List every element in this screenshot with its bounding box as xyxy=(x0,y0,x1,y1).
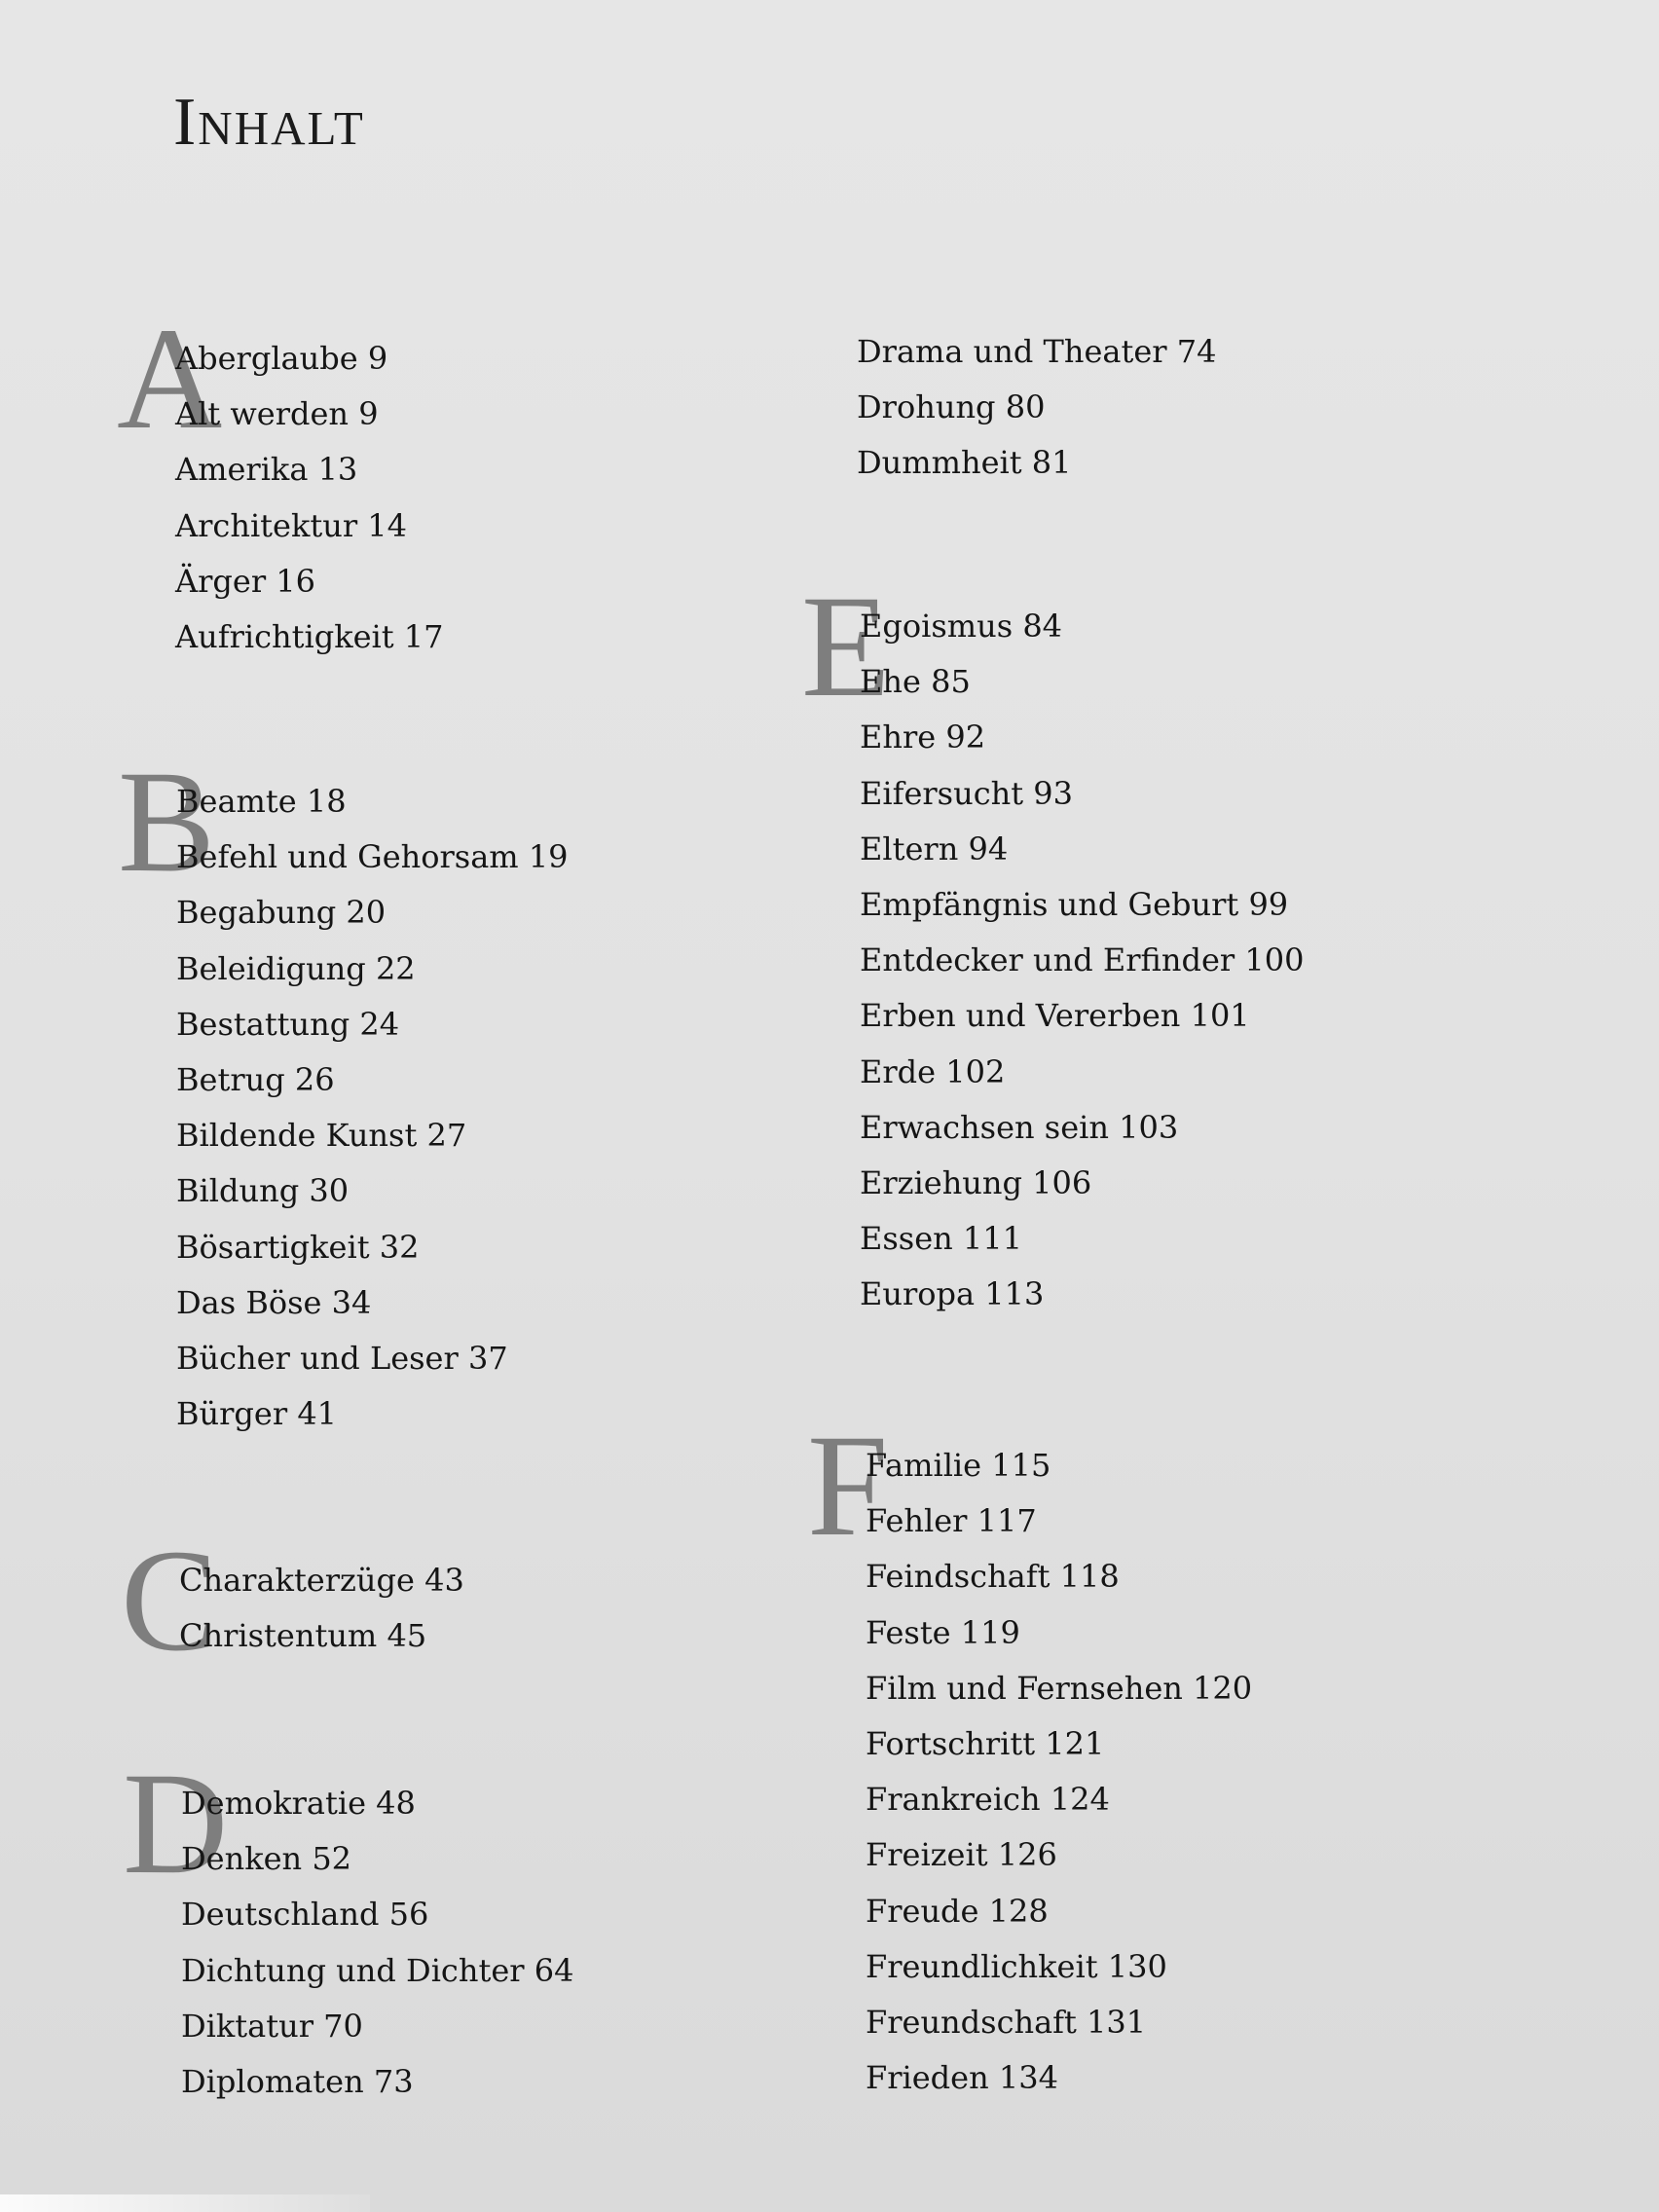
index-entry: Europa 113 xyxy=(860,1275,1045,1313)
section-c xyxy=(121,1520,464,1681)
index-entry: Bürger 41 xyxy=(176,1395,338,1433)
index-entry: Beamte 18 xyxy=(176,783,347,820)
index-entry: Christentum 45 xyxy=(179,1617,427,1655)
index-entry: Freude 128 xyxy=(866,1892,1049,1930)
section-d-continued-entries xyxy=(857,324,1216,492)
index-entry: Bücher und Leser 37 xyxy=(176,1340,508,1378)
page-edge-glare xyxy=(0,2194,370,2212)
section-e xyxy=(801,566,1305,1323)
index-entry: Amerika 13 xyxy=(175,451,358,489)
index-entry: Demokratie 48 xyxy=(181,1785,416,1822)
section-e-initial: E xyxy=(801,566,891,727)
section-f xyxy=(807,1405,1253,2106)
page-title: Inhalt xyxy=(173,85,365,160)
index-entry: Dummheit 81 xyxy=(857,444,1072,482)
index-entry: Deutschland 56 xyxy=(181,1896,429,1934)
index-entry: Empfängnis und Geburt 99 xyxy=(860,886,1289,924)
index-entry: Dichtung und Dichter 64 xyxy=(181,1951,574,1989)
index-entry: Bildung 30 xyxy=(176,1172,350,1210)
index-entry: Erde 102 xyxy=(860,1052,1006,1090)
index-entry: Denken 52 xyxy=(181,1840,352,1878)
section-d xyxy=(123,1743,574,2110)
section-c-entries xyxy=(179,1553,464,1664)
index-entry: Ehe 85 xyxy=(860,663,971,701)
index-entry: Essen 111 xyxy=(860,1220,1022,1258)
index-entry: Eltern 94 xyxy=(860,830,1009,867)
index-entry: Fehler 117 xyxy=(866,1502,1037,1540)
section-d-initial: D xyxy=(123,1743,229,1904)
index-entry: Bildende Kunst 27 xyxy=(176,1117,467,1155)
section-b xyxy=(118,741,569,1442)
section-c-initial: C xyxy=(121,1520,219,1681)
index-entry: Frieden 134 xyxy=(866,2059,1058,2097)
section-d-entries xyxy=(181,1776,573,2110)
index-entry: Aufrichtigkeit 17 xyxy=(175,618,444,656)
index-entry: Feste 119 xyxy=(866,1613,1020,1651)
index-entry: Alt werden 9 xyxy=(175,395,379,433)
section-f-entries xyxy=(866,1438,1252,2106)
index-entry: Egoismus 84 xyxy=(860,608,1063,645)
index-entry: Ehre 92 xyxy=(860,719,986,756)
index-entry: Feindschaft 118 xyxy=(866,1558,1120,1596)
index-entry: Drohung 80 xyxy=(857,388,1046,426)
section-a-initial: A xyxy=(117,298,223,460)
index-entry: Beleidigung 22 xyxy=(176,949,416,987)
index-entry: Drama und Theater 74 xyxy=(857,333,1217,370)
index-entry: Das Böse 34 xyxy=(176,1283,372,1321)
index-entry: Film und Fernsehen 120 xyxy=(866,1669,1253,1707)
index-entry: Diktatur 70 xyxy=(181,2007,363,2045)
index-entry: Diplomaten 73 xyxy=(181,2063,414,2101)
index-entry: Erziehung 106 xyxy=(860,1164,1092,1202)
index-entry: Erben und Vererben 101 xyxy=(860,997,1250,1035)
index-entry: Eifersucht 93 xyxy=(860,774,1073,812)
section-b-initial: B xyxy=(118,741,216,903)
index-entry: Entdecker und Erfinder 100 xyxy=(860,941,1305,979)
section-f-initial: F xyxy=(807,1405,889,1567)
index-entry: Charakterzüge 43 xyxy=(179,1562,464,1599)
index-entry: Freundschaft 131 xyxy=(866,2004,1147,2042)
index-entry: Ärger 16 xyxy=(175,562,316,600)
index-entry: Betrug 26 xyxy=(176,1061,335,1099)
index-entry: Bösartigkeit 32 xyxy=(176,1228,420,1266)
index-entry: Familie 115 xyxy=(866,1447,1051,1484)
section-d-continued xyxy=(857,324,1216,492)
section-a xyxy=(117,298,444,665)
section-b-entries xyxy=(176,774,569,1442)
index-entry: Befehl und Gehorsam 19 xyxy=(176,838,569,876)
section-a-entries xyxy=(175,331,444,665)
index-entry: Fortschritt 121 xyxy=(866,1725,1105,1763)
index-entry: Bestattung 24 xyxy=(176,1005,400,1043)
index-entry: Aberglaube 9 xyxy=(175,340,388,377)
index-entry: Begabung 20 xyxy=(176,894,387,932)
section-e-entries xyxy=(860,599,1304,1323)
index-entry: Erwachsen sein 103 xyxy=(860,1108,1179,1146)
index-entry: Frankreich 124 xyxy=(866,1781,1110,1819)
index-entry: Architektur 14 xyxy=(175,506,408,544)
index-entry: Freizeit 126 xyxy=(866,1836,1057,1874)
index-entry: Freundlichkeit 130 xyxy=(866,1947,1167,1985)
